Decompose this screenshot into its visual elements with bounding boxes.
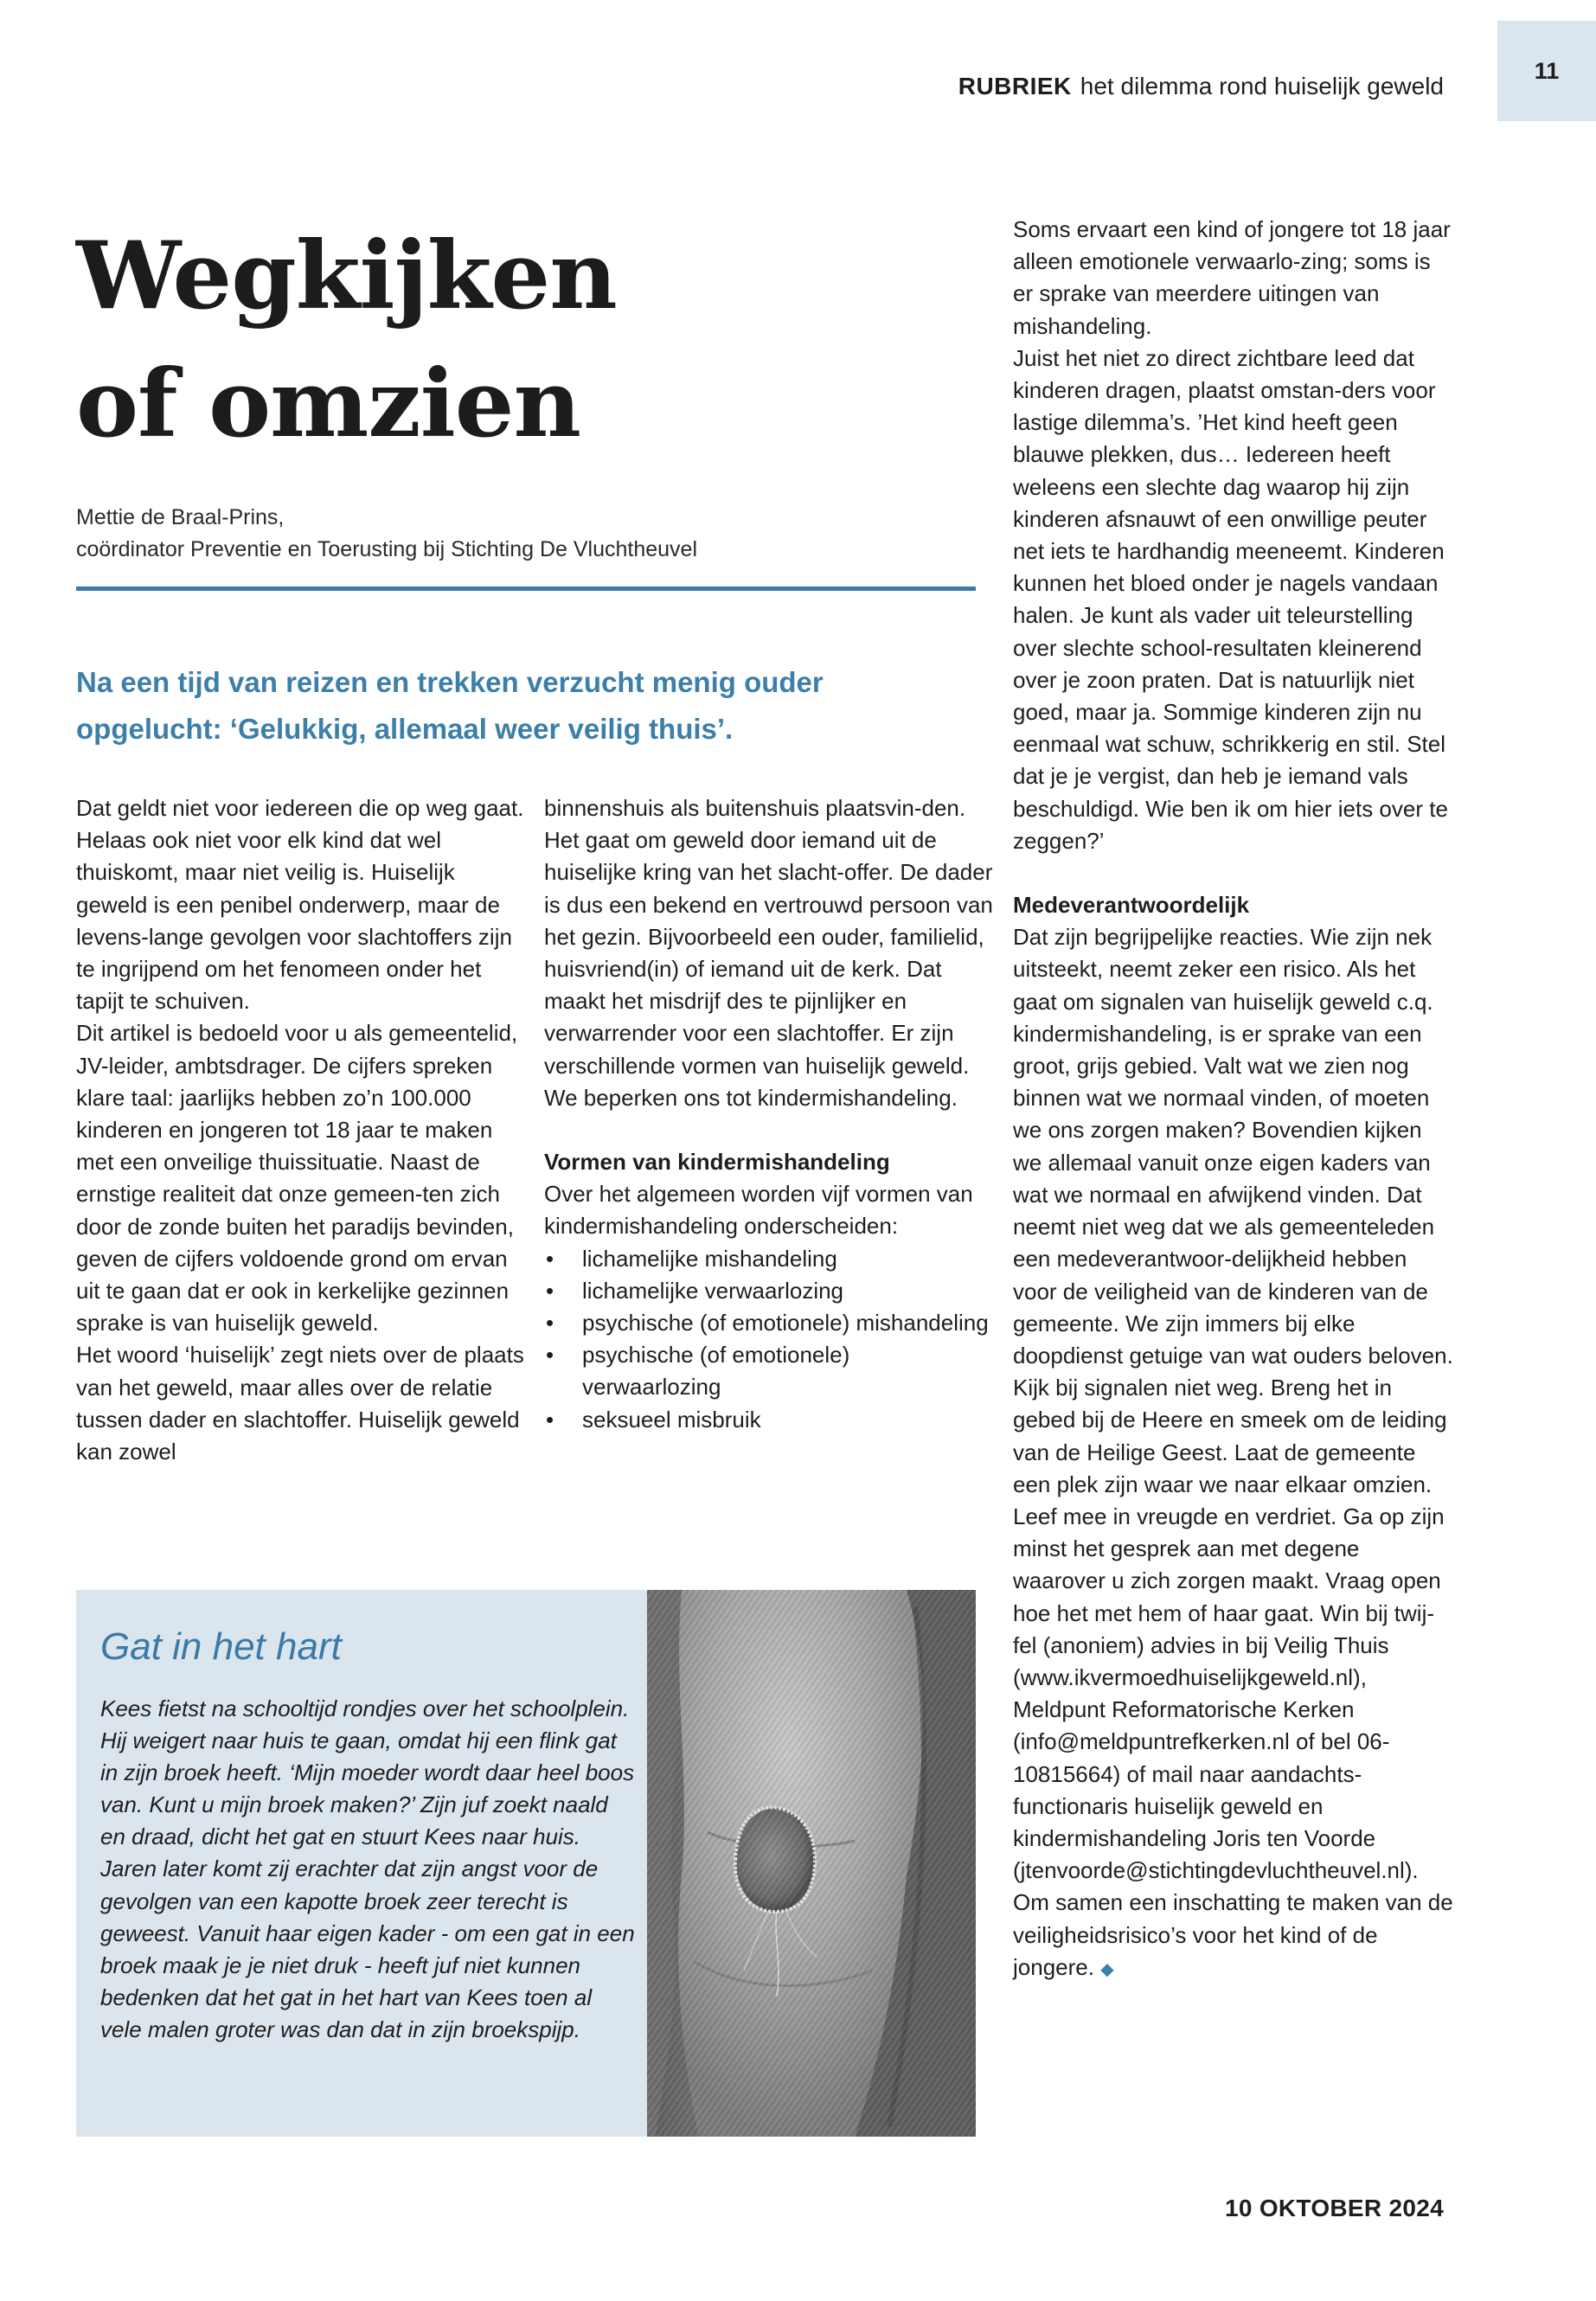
article-lead: Na een tijd van reizen en trekken verzucht menig ouder opgelucht: ‘Gelukkig, allemaal weer veilig thuis’. xyxy=(76,666,824,745)
body-paragraph: Dat geldt niet voor iedereen die op weg gaat. Helaas ook niet voor elk kind dat wel thuiskomt, maar niet veilig is. Huiselijk geweld is een penibel onderwerp, maar de levens-lange gevolgen voor slachtoffers zijn te ingrijpend om het fenomeen onder het tapijt te schuiven. xyxy=(76,795,524,1015)
body-column-1 xyxy=(76,792,526,1468)
section-label: RUBRIEK xyxy=(958,73,1072,99)
photo-torn-jeans-knee xyxy=(647,1590,976,2137)
running-header xyxy=(958,73,1444,100)
page-number: 11 xyxy=(1534,58,1560,84)
list-item: • lichamelijke verwaarlozing xyxy=(544,1275,994,1307)
closing-text: Kijk bij signalen niet weg. Breng het in gebed bij de Heere en smeek om de leiding van de Heilige Geest. Laat de gemeente een plek zijn waar we naar elkaar omzien. Leef mee in vreugde en verdriet. Ga op zijn minst het gesprek aan met degene waarover u zich zorgen maakt. Vraag open hoe het met hem of haar gaat. Win bij twij-fel (anoniem) advies in bij Veilig Thuis (www.ikvermoedhuiselijkgeweld.nl), Meldpunt Reformatorische Kerken (info@meldpuntrefkerken.nl of bel 06-10815664) of mail naar aandachts-functionaris huiselijk geweld en kindermishandeling Joris ten Voorde (jtenvoorde@stichtingdevluchtheuvel.nl). Om samen een inschatting te maken van de veiligheidsrisico’s voor het kind of de jongere. xyxy=(1013,1375,1453,1980)
article-title-line-2: of omzien xyxy=(76,349,580,458)
forms-list xyxy=(544,1243,994,1436)
title-divider xyxy=(76,586,976,591)
author-role: coördinator Preventie en Toerusting bij Stichting De Vluchtheuvel xyxy=(76,537,698,561)
end-mark-icon: ◆ xyxy=(1100,1959,1114,1979)
list-item: • psychische (of emotionele) verwaarlozing xyxy=(544,1339,994,1403)
body-paragraph: Soms ervaart een kind of jongere tot 18 jaar alleen emotionele verwaarlo-zing; soms is er sprake van meerdere uitingen van mishandeling. xyxy=(1013,216,1451,339)
body-paragraph: Dat zijn begrijpelijke reacties. Wie zijn nek uitsteekt, neemt zeker een risico. Als het gaat om signalen van huiselijk geweld c.q. kindermishandeling, is er sprake van een groot, grijs gebied. Valt wat we zien nog binnen wat we normaal vinden, of moeten we ons zorgen maken? Bovendien kijken we allemaal vanuit onze eigen kaders van wat we normaal en afwijkend vinden. Dat neemt niet weg dat we als gemeenteleden een medeverantwoor-delijkheid hebben voor de veiligheid van de kinderen van de gemeente. We zijn immers bij elke doopdienst getuige van wat ouders beloven. xyxy=(1013,924,1453,1368)
section-topic: het dilemma rond huiselijk geweld xyxy=(1080,73,1444,99)
article-title xyxy=(76,212,941,468)
body-column-3 xyxy=(1013,214,1454,1986)
sidebar-text: Kees fietst na schooltijd rondjes over het schoolplein. Hij weigert naar huis te gaan, omdat hij een flink gat in zijn broek heeft. ‘Mijn moeder wordt daar heel boos van. Kunt u mijn broek maken?’ Zijn juf zoekt naald en draad, dicht het gat en stuurt Kees naar huis. Jaren later komt zij erachter dat zijn angst voor de gevolgen van een kapotte broek zeer terecht is geweest. Vanuit haar eigen kader - om een gat in een broek maak je je niet druk - heeft juf niet kunnen bedenken dat het gat in het hart van Kees toen al vele malen groter was dan dat in zijn broekspijp. xyxy=(100,1695,635,2042)
subheading-medeverantwoordelijk: Medeverantwoordelijk xyxy=(1013,892,1250,919)
body-paragraph: Het woord ‘huiselijk’ zegt niets over de plaats van het geweld, maar alles over de relatie tussen dader en slachtoffer. Huiselijk geweld kan zowel xyxy=(76,1342,524,1465)
subheading-vormen: Vormen van kindermishandeling xyxy=(544,1149,890,1176)
issue-date: 10 OKTOBER 2024 xyxy=(1225,2195,1444,2221)
body-paragraph: Dit artikel is bedoeld voor u als gemeentelid, JV-leider, ambtsdrager. De cijfers spreken klare taal: jaarlijks hebben zo’n 100.000 kinderen en jongeren tot 18 jaar te maken met een onveilige thuissituatie. Naast de ernstige realiteit dat onze gemeen-ten zich door de zonde buiten het paradijs bevinden, geven de cijfers voldoende grond om ervan uit te gaan dat er ook in kerkelijke gezinnen sprake is van huiselijk geweld. xyxy=(76,1020,518,1336)
byline xyxy=(76,502,958,566)
body-column-2 xyxy=(544,792,994,1436)
list-item: • psychische (of emotionele) mishandeling xyxy=(544,1307,994,1339)
list-item: • lichamelijke mishandeling xyxy=(544,1243,994,1275)
body-paragraph: Juist het niet zo direct zichtbare leed dat kinderen dragen, plaatst omstan-ders voor lastige dilemma’s. ’Het kind heeft geen blauwe plekken, dus… Iedereen heeft weleens een slechte dag waarop hij zijn kinderen afsnauwt of een onwillige peuter net iets te hardhandig meeneemt. Kinderen kunnen het bloed onder je nagels vandaan halen. Je kunt als vader uit teleurstelling over slechte school-resultaten kleinerend over je zoon praten. Dat is natuurlijk niet goed, maar ja. Sommige kinderen zijn nu eenmaal wat schuw, schrikkerig en stil. Stel dat je je vergist, dan heb je iemand vals beschuldigd. Wie ben ik om hier iets over te zeggen?’ xyxy=(1013,344,1448,854)
author-name: Mettie de Braal-Prins, xyxy=(76,505,285,529)
body-paragraph: Over het algemeen worden vijf vormen van kindermishandeling onderscheiden: xyxy=(544,1181,973,1240)
body-paragraph: binnenshuis als buitenshuis plaatsvin-den. Het gaat om geweld door iemand uit de huiselijke kring van het slacht-offer. De dader is dus een bekend en vertrouwd persoon van het gezin. Bijvoorbeeld een ouder, familielid, huisvriend(in) of iemand uit de kerk. Dat maakt het misdrijf des te pijnlijker en verwarrender voor een slachtoffer. Er zijn verschillende vormen van huiselijk geweld. We beperken ons tot kindermishandeling. xyxy=(544,795,993,1111)
article-title-line-1: Wegkijken xyxy=(76,221,617,330)
sidebar-title: Gat in het hart xyxy=(100,1625,342,1668)
body-paragraph xyxy=(1013,1372,1454,1986)
list-item: • seksueel misbruik xyxy=(544,1404,994,1436)
